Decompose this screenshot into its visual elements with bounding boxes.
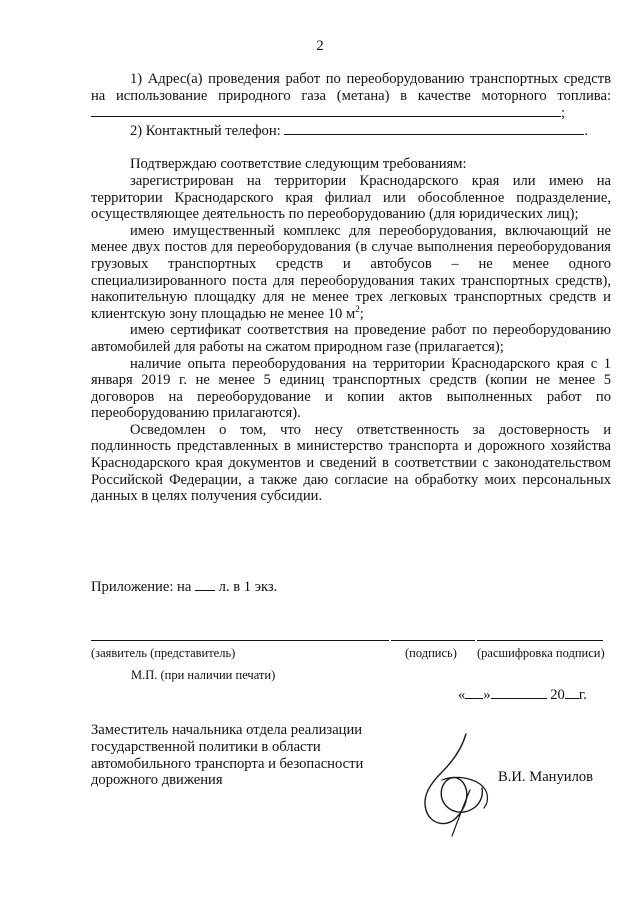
paragraph-experience: наличие опыта переоборудования на территории Краснодарского края с 1 января 2019 г. не менее 5 единиц транспортных средств (копии не менее 5 договоров на переоборудование и копии актов выполненных работ по переоборудованию прилагаются).: [91, 355, 611, 422]
day-blank: [465, 686, 483, 699]
paragraph-address: 1) Адрес(а) проведения работ по переоборудованию транспортных средств на использование природного газа (метана) в качестве моторного топлива: ;: [91, 71, 611, 122]
paragraph-registration: зарегистрирован на территории Краснодарского края или имею на территории Краснодарского края филиал или обособленное подразделение, осуществляющее деятельность по переоборудованию (для юридических лиц);: [91, 172, 611, 223]
paragraph-phone: 2) Контактный телефон: .: [130, 122, 589, 139]
decoding-caption: (расшифровка подписи): [477, 646, 605, 660]
applicant-line: [91, 640, 389, 641]
official-name: В.И. Мануилов: [498, 769, 594, 785]
signature-caption: (подпись): [405, 646, 457, 660]
decoding-line: [477, 640, 603, 641]
year-blank: [565, 686, 579, 699]
signature-line: [391, 640, 475, 641]
document-body: [91, 71, 611, 505]
handwritten-signature: [412, 730, 502, 840]
stamp-caption: М.П. (при наличии печати): [131, 668, 276, 682]
applicant-caption: (заявитель (представитель): [91, 646, 236, 660]
paragraph-certificate: имею сертификат соответствия на проведение работ по переоборудованию автомобилей для работы на сжатом природном газе (прилагается);: [91, 322, 611, 355]
annex-pages-blank: [195, 578, 215, 591]
phone-blank: [284, 122, 584, 135]
date-line: « » 20 г.: [458, 687, 587, 703]
month-blank: [491, 686, 547, 699]
official-position: Заместитель начальника отдела реализации государственной политики в области автомобильного транспорта и безопасности дорожного движения: [91, 722, 364, 789]
address-blank: [91, 104, 561, 117]
paragraph-property: имею имущественный комплекс для переоборудования, включающий не менее двух постов для переоборудования (в случае выполнения переоборудования грузовых транспортных средств и автобусов – не менее одного специализированного поста для переоборудования таких транспортных средств), накопительную площадку для не менее трех легковых транспортных средств и клиентскую зону площадью не менее 10 $м^2$;: [91, 222, 611, 322]
annex-line: Приложение: на л. в 1 экз.: [91, 579, 278, 595]
page-number: 2: [316, 38, 324, 54]
paragraph-confirm: Подтверждаю соответствие следующим требованиям:: [130, 156, 467, 173]
paragraph-responsibility: Осведомлен о том, что несу ответственность за достоверность и подлинность представленных в министерство транспорта и дорожного хозяйства Краснодарского края документов и сведений в соответствии с законодательством Российской Федерации, а также даю согласие на обработку моих персональных данных в целях получения субсидии.: [91, 421, 611, 505]
